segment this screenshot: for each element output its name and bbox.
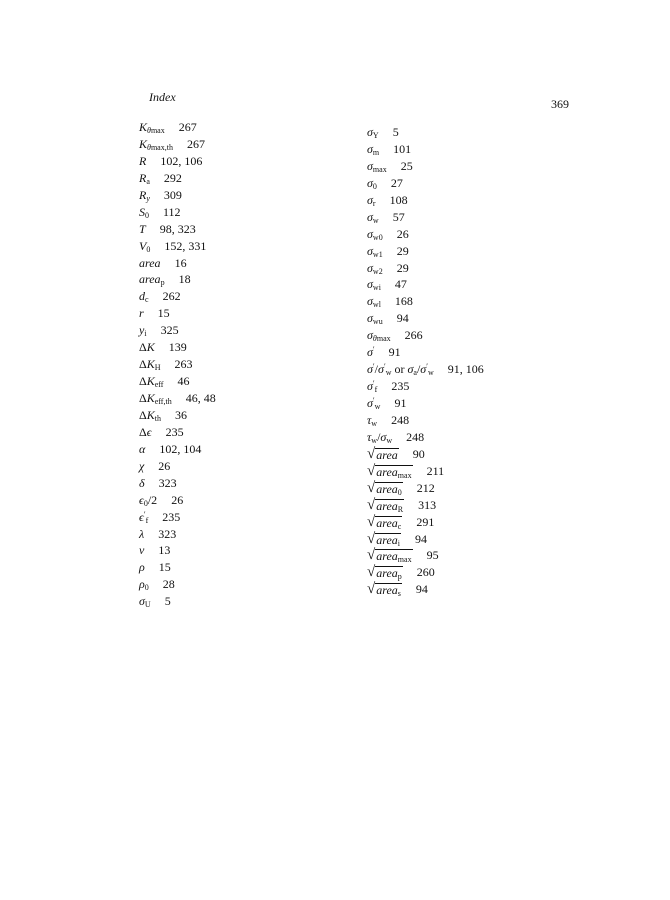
index-page-numbers: 46, 48	[185, 391, 216, 405]
index-term: $\sigma_{max}$	[367, 158, 387, 174]
index-page-numbers: 15	[157, 306, 170, 321]
index-term: √ area$_i$	[367, 530, 401, 548]
index-page-numbers: 94	[396, 311, 409, 326]
index-entry	[139, 288, 399, 305]
index-entry	[367, 192, 627, 209]
index-term: $\sigma_{wi}$	[367, 277, 381, 293]
index-term: $K_{\theta max,th}$	[139, 136, 173, 152]
index-page-numbers: 248	[391, 412, 410, 427]
index-entry	[367, 480, 627, 497]
index-page-numbers: 91	[394, 396, 407, 410]
index-entry	[139, 492, 399, 509]
index-term: $V_0$	[139, 238, 151, 254]
index-term: ΔK	[139, 340, 155, 355]
index-page-numbers: 13	[158, 543, 171, 558]
index-entry	[139, 542, 399, 559]
index-entry	[367, 531, 627, 548]
index-page-numbers: 46	[177, 374, 190, 389]
index-entry	[139, 559, 399, 576]
index-term: $\sigma_{wl}$	[367, 294, 381, 310]
index-entry	[139, 458, 399, 475]
index-entry	[139, 407, 399, 424]
index-page-numbers: 29	[396, 260, 409, 275]
index-page-numbers: 94	[415, 531, 428, 546]
index-term: $\sigma_Y$	[367, 125, 379, 140]
index-page-numbers: 29	[396, 243, 409, 258]
index-term: $\sigma_U$	[139, 594, 151, 610]
index-term: ν	[139, 543, 145, 558]
index-page-numbers: 91	[388, 345, 401, 360]
index-page-numbers: 267	[178, 120, 197, 134]
index-entry	[367, 581, 627, 598]
index-entry	[367, 124, 627, 141]
index-page-numbers: 47	[394, 277, 407, 292]
index-entry	[139, 441, 399, 458]
index-term: √ area$_s$	[367, 581, 401, 599]
index-entry	[139, 255, 399, 272]
index-term: $\Delta K_{th}$	[139, 407, 161, 423]
index-term: $\sigma_{\theta max}$	[367, 328, 391, 344]
index-term: λ	[139, 526, 145, 541]
section-title: Index	[149, 90, 176, 104]
index-entry	[367, 276, 627, 293]
index-entry	[367, 463, 627, 480]
index-page-numbers: 309	[163, 187, 182, 202]
index-term: $\sigma'_w$	[367, 396, 381, 411]
index-page-numbers: 323	[158, 475, 177, 490]
index-entry	[139, 187, 399, 204]
index-entry	[367, 226, 627, 243]
index-page-numbers: 5	[392, 125, 399, 139]
index-page-numbers: 26	[396, 226, 409, 241]
index-term: $\epsilon'_f$	[139, 509, 149, 525]
index-entry	[139, 238, 399, 255]
index-entry	[367, 175, 627, 192]
index-page-numbers: 291	[416, 514, 435, 529]
index-page-numbers: 260	[416, 565, 435, 580]
index-term: T	[139, 221, 146, 236]
index-page-numbers: 168	[394, 294, 413, 309]
index-page-numbers: 112	[163, 204, 181, 219]
index-entry	[367, 243, 627, 260]
index-term: δ	[139, 475, 145, 490]
index-term: χ	[139, 458, 145, 473]
index-term: $\tau_w/\sigma_w$	[367, 429, 393, 445]
index-term: σ′	[367, 345, 375, 360]
index-page-numbers: 212	[416, 480, 435, 495]
index-term: $d_c$	[139, 289, 149, 305]
index-term: $\Delta K_{eff,th}$	[139, 391, 172, 406]
index-entry	[367, 209, 627, 226]
index-entry	[367, 378, 627, 395]
index-page-numbers: 16	[174, 255, 187, 270]
index-page-numbers: 152, 331	[164, 238, 207, 253]
index-page-numbers: 313	[418, 497, 437, 512]
index-entry	[139, 593, 399, 610]
index-page-numbers: 139	[168, 340, 187, 355]
index-page-numbers: 90	[412, 446, 425, 461]
index-term: Δϵ	[139, 424, 152, 439]
index-page-numbers: 98, 323	[159, 221, 196, 236]
index-entry	[367, 497, 627, 514]
index-entry	[139, 136, 399, 153]
index-term: $R_a$	[139, 170, 150, 186]
index-term: $\tau_w$	[367, 412, 378, 428]
index-term: √ area$_0$	[367, 479, 402, 497]
index-term: $\Delta K_{eff}$	[139, 374, 164, 390]
index-page-numbers: 18	[178, 272, 191, 287]
index-entry	[139, 322, 399, 339]
index-entry	[367, 361, 627, 378]
index-term: area$_p$	[139, 272, 165, 288]
index-entry	[139, 221, 399, 238]
index-term: √ area$_R$	[367, 496, 404, 514]
index-term: $y_i$	[139, 323, 147, 339]
index-entry	[367, 260, 627, 277]
index-term: area	[139, 255, 161, 270]
index-entry	[367, 344, 627, 361]
index-page-numbers: 28	[162, 577, 175, 592]
index-page-numbers: 267	[186, 136, 205, 151]
index-entry	[139, 204, 399, 221]
index-page-numbers: 211	[426, 463, 445, 478]
index-term: r	[139, 306, 144, 321]
index-page-numbers: 25	[400, 158, 413, 173]
index-page-numbers: 235	[165, 424, 184, 439]
index-term: $\sigma_{w1}$	[367, 243, 383, 259]
index-entry	[139, 356, 399, 373]
index-entry	[367, 547, 627, 564]
index-term: $K_{\theta max}$	[139, 120, 165, 135]
index-page-numbers: 266	[404, 328, 423, 343]
index-entry	[139, 373, 399, 390]
index-entry	[139, 305, 399, 322]
index-page-numbers: 27	[390, 175, 403, 190]
index-entry	[367, 293, 627, 310]
index-term: $\sigma_m$	[367, 141, 380, 157]
index-entry	[139, 271, 399, 288]
index-page-numbers: 36	[174, 407, 187, 422]
index-term: R	[139, 153, 147, 168]
index-page-numbers: 26	[171, 492, 184, 507]
index-term: $\sigma_w$	[367, 209, 379, 225]
index-page-numbers: 95	[426, 548, 439, 563]
index-page-numbers: 248	[406, 429, 425, 444]
index-term: $\sigma_{w0}$	[367, 226, 383, 242]
index-page-numbers: 263	[174, 357, 193, 372]
index-term: $\sigma'/\sigma'_w$ or $\sigma_a/\sigma'_w$	[367, 362, 434, 378]
index-term: √ area$_c$	[367, 513, 402, 531]
index-page-numbers: 102, 104	[159, 441, 202, 456]
index-term: ρ	[139, 560, 145, 575]
index-page-numbers: 235	[162, 509, 181, 524]
index-term: $\sigma_0$	[367, 175, 377, 191]
index-entry	[367, 310, 627, 327]
page-number: 369	[551, 97, 569, 111]
index-page-numbers: 108	[389, 192, 408, 207]
index-entry	[139, 390, 399, 407]
index-entry	[139, 153, 399, 170]
index-page-numbers: 262	[162, 289, 181, 304]
index-term: $\sigma'_f$	[367, 379, 378, 395]
index-entry	[367, 158, 627, 175]
index-page-numbers: 325	[160, 323, 179, 338]
index-page-numbers: 235	[391, 379, 410, 394]
index-page-numbers: 292	[163, 170, 182, 185]
index-entry	[367, 141, 627, 158]
index-entry	[367, 564, 627, 581]
index-entry	[139, 475, 399, 492]
index-term: $\sigma_{wu}$	[367, 311, 383, 327]
index-page-numbers: 94	[415, 582, 428, 597]
index-term: $\rho_0$	[139, 577, 149, 593]
index-entry	[139, 526, 399, 543]
index-term: $\sigma_{w2}$	[367, 260, 383, 276]
index-term: $\sigma_r$	[367, 192, 376, 208]
index-entry	[139, 170, 399, 187]
index-term: √ area	[367, 445, 398, 462]
index-entry	[139, 509, 399, 526]
index-entry	[367, 446, 627, 463]
index-entry	[139, 576, 399, 593]
index-column-right	[367, 124, 627, 598]
index-entry	[367, 514, 627, 531]
index-page-numbers: 102, 106	[160, 153, 203, 168]
index-page-numbers: 15	[158, 560, 171, 575]
index-term: $S_0$	[139, 204, 149, 220]
index-page-numbers: 91, 106	[447, 362, 484, 377]
index-entry	[139, 424, 399, 441]
index-page-numbers: 26	[158, 458, 171, 473]
index-page-numbers: 5	[164, 594, 171, 609]
index-page-numbers: 101	[393, 141, 412, 156]
index-page-numbers: 57	[392, 209, 405, 224]
index-entry	[367, 429, 627, 446]
index-term: √ area$_{max}$	[367, 462, 412, 480]
index-page-numbers: 323	[158, 526, 177, 541]
index-entry	[367, 412, 627, 429]
index-entry	[367, 395, 627, 412]
index-term: $\epsilon_0/2$	[139, 492, 158, 508]
index-entry	[367, 327, 627, 344]
index-term: √ area$_{max}$	[367, 547, 412, 565]
index-column-left	[139, 119, 399, 610]
index-term: $\Delta K_H$	[139, 357, 161, 373]
index-entry	[139, 119, 399, 136]
index-term: α	[139, 441, 146, 456]
index-entry	[139, 339, 399, 356]
index-term: √ area$_p$	[367, 564, 402, 582]
index-term: $R_y$	[139, 187, 150, 203]
